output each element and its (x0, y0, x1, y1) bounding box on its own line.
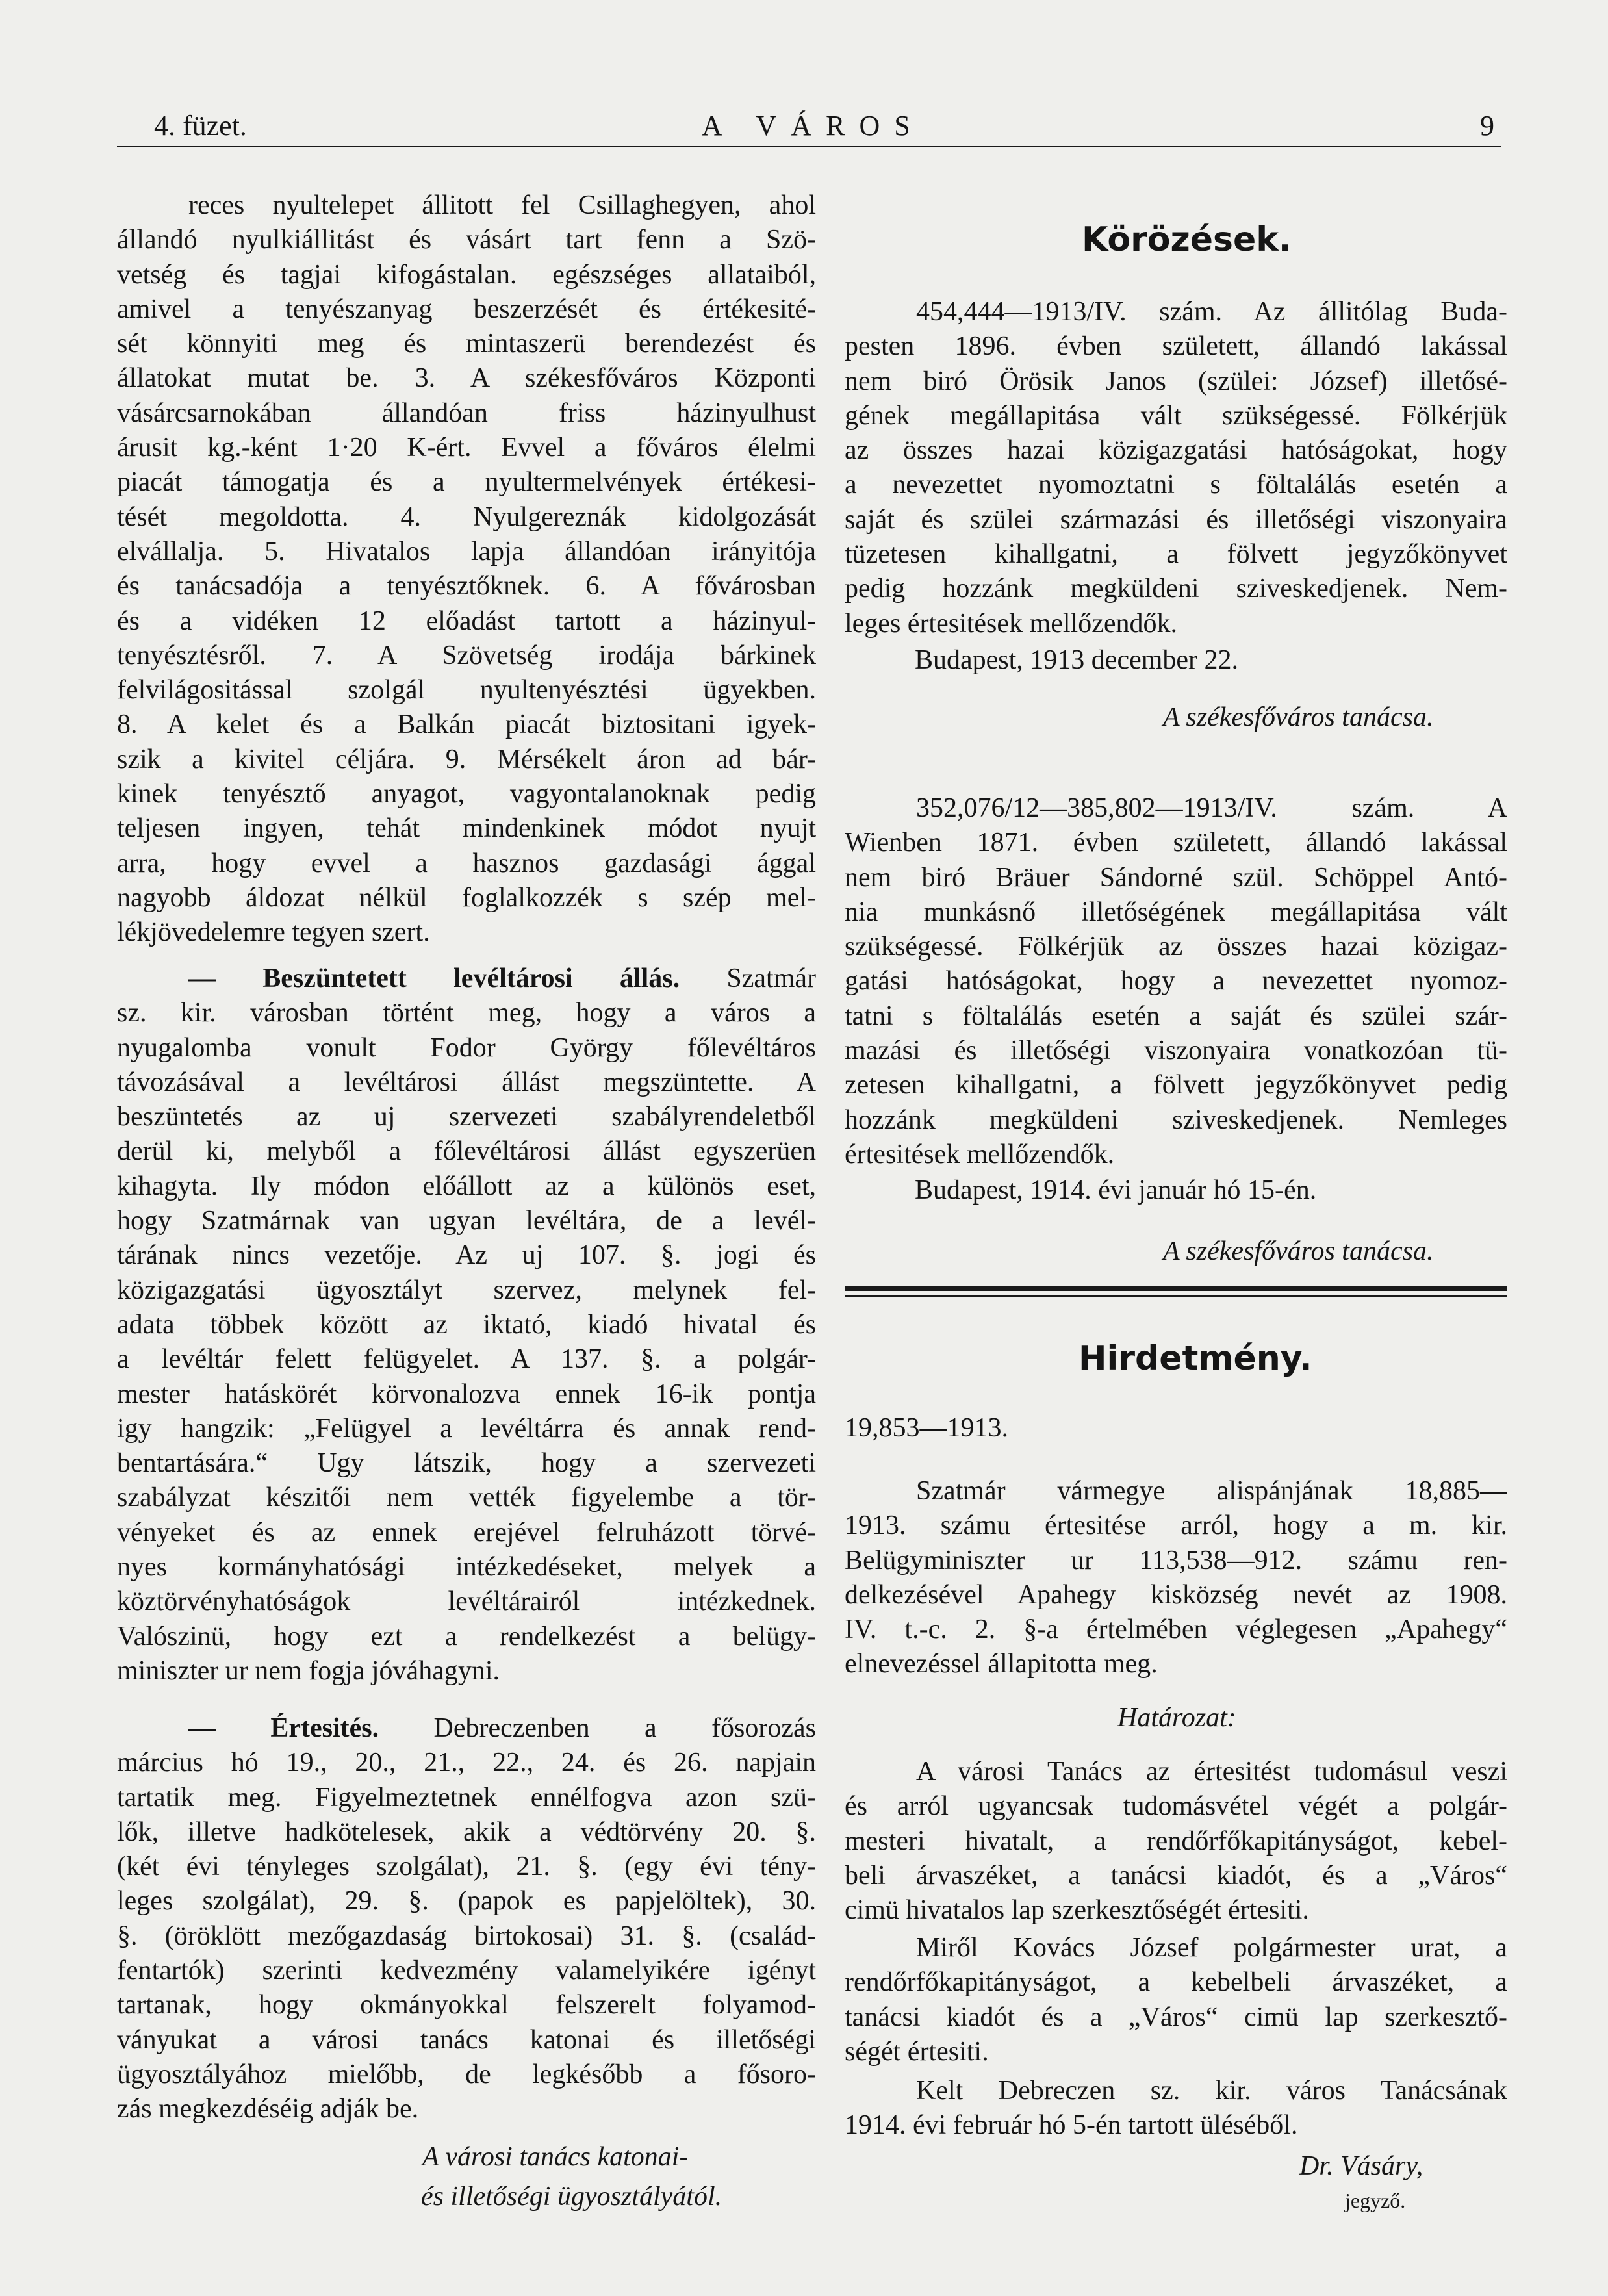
text-line: és tanácsadója a tenyésztőknek. 6. A fővárosban (117, 571, 816, 602)
text-line: beli árvaszéket, a tanácsi kiadót, és a „Város“ (845, 1860, 1507, 1891)
text-line: gének megállapitása vált szükségessé. Fölkérjük (845, 400, 1507, 431)
text-line: hogy Szatmárnak van ugyan levéltára, de a levél- (117, 1206, 816, 1236)
text-line: elvállalja. 5. Hivatalos lapja állandóan irányitója (117, 536, 816, 567)
text-line: 454,444—1913/IV. szám. Az állitólag Buda- (916, 297, 1507, 327)
page-number: 9 (1480, 110, 1494, 142)
text-line: és a vidéken 12 előadást tartott a házinyul- (117, 606, 816, 636)
text-line: reces nyultelepet állitott fel Csillaghegyen, ahol (188, 190, 816, 220)
text-line: sét könnyiti meg és mintaszerü berendezést és (117, 329, 816, 359)
wanted-notice (845, 791, 1507, 1172)
text-line: tüzetesen kihallgatni, a fölvett jegyzőkönyvet (845, 539, 1507, 570)
text-line: piacát támogatja és a nyultermelvények értékesi- (117, 467, 816, 498)
text-line: Belügyminiszter ur 113,538—912. számu ren- (845, 1545, 1507, 1575)
article-notice (117, 1711, 816, 2127)
text-line: cimü hivatalos lap szerkesztőségét értesiti. (845, 1895, 1309, 1926)
text-line: A városi Tanács az értesitést tudomásul veszi (916, 1757, 1507, 1787)
line-text: Debreczenben a fősorozás (379, 1713, 816, 1743)
text-line: tatni s föltalálás esetén a saját és szülei szár- (845, 1001, 1507, 1031)
text-line: ügyosztályához mielőbb, de legkésőbb a fősoro- (117, 2059, 816, 2089)
text-line: felvilágositással szolgál nyultenyésztési ügyekben. (117, 675, 816, 706)
text-line: beszüntetés az uj szervezeti szabályrendeletből (117, 1102, 816, 1132)
text-line: Kelt Debreczen sz. kir. város Tanácsának (916, 2076, 1507, 2106)
text-line: vetség és tagjai kifogástalan. egészséges allataiból, (117, 259, 816, 290)
text-line: árusit kg.-ként 1·20 K-ért. Evvel a főváros élelmi (117, 433, 816, 463)
announcement (845, 1474, 1507, 1682)
publication-title: A VÁROS (702, 110, 925, 142)
dateline: Budapest, 1914. évi január hó 15-én. (915, 1175, 1317, 1205)
text-line: ványukat a városi tanács katonai és illetőségi (117, 2024, 816, 2055)
text-line: lők, illetve hadkötelesek, akik a védtörvény 20. §. (117, 1817, 816, 1847)
text-line: mesteri hivatalt, a rendőrfőkapitányságot, kebel- (845, 1826, 1507, 1856)
text-line: nyes kormányhatósági intézkedéseket, melyek a (117, 1552, 816, 1583)
header-rule (117, 146, 1501, 147)
text-line: mazási és illetőségi viszonyaira vonatkozóan tü- (845, 1036, 1507, 1066)
text-line: vásárcsarnokában állandóan friss házinyulhust (117, 398, 816, 428)
text-line: delkezésével Apahegy kisközség nevét az 1908. (845, 1579, 1507, 1610)
signature-line: A városi tanács katonai- (422, 2142, 689, 2172)
text-line: zetesen kihallgatni, a fölvett jegyzőkönyvet pedig (845, 1070, 1507, 1101)
text-line: nagyobb áldozat nélkül foglalkozzék s szép mel- (117, 882, 816, 913)
text-line: sz. kir. városban történt meg, hogy a város a (117, 998, 816, 1028)
text-line: 8. A kelet és a Balkán piacát biztositani igyek- (117, 709, 816, 740)
text-line: Miről Kovács József polgármester urat, a (916, 1933, 1507, 1963)
resolution-text (845, 1755, 1507, 1928)
text-line: rendőrfőkapitányságot, a kebelbeli árvaszéket, a (845, 1967, 1507, 1998)
reference-number: 19,853—1913. (845, 1413, 1008, 1443)
text-line: leges szolgálat), 29. §. (papok es papjelöltek), 30. (117, 1886, 816, 1917)
text-line: igy hangzik: „Felügyel a levéltárra és annak rend- (117, 1413, 816, 1444)
text-line: IV. t.-c. 2. §-a értelmében véglegesen „Apahegy“ (845, 1614, 1507, 1645)
text-line (117, 962, 816, 996)
text-line: leges értesitések mellőzendők. (845, 608, 1177, 639)
text-line: (két évi tényleges szolgálat), 21. §. (egy évi tény- (117, 1852, 816, 1882)
text-line: Valószinü, hogy ezt a rendelkezést a belügy- (117, 1621, 816, 1652)
text-line: 1913. számu értesitése arról, hogy a m. kir. (845, 1511, 1507, 1541)
dateline: Budapest, 1913 december 22. (915, 645, 1239, 675)
text-line: teljesen ingyen, tehát mindenkinek módot nyujt (117, 813, 816, 844)
text-line: vényeket és az ennek erejével felruházott törvé- (117, 1517, 816, 1548)
text-line: nem biró Örösik Janos (szülei: József) illetősé- (845, 366, 1507, 396)
section-heading-korozesek: Körözések. (1082, 220, 1292, 259)
section-divider (845, 1286, 1507, 1291)
resolution-label: Határozat: (1117, 1703, 1236, 1733)
text-line: közigazgatási ügyosztályt szervez, melynek fel- (117, 1275, 816, 1305)
paragraph (117, 188, 816, 950)
text-line: tanácsi kiadót és a „Város“ cimü lap szerkesztő- (845, 2002, 1507, 2032)
text-line: a levéltár felett felügyelet. A 137. §. a polgár- (117, 1344, 816, 1375)
text-line: köztörvényhatóságok levéltárairól intézkednek. (117, 1587, 816, 1617)
text-line: és arról ugyancsak tudomásvétel végét a polgár- (845, 1791, 1507, 1822)
text-line: 1914. évi február hó 5-én tartott üléséből. (845, 2110, 1298, 2141)
section-divider (845, 1295, 1507, 1297)
signature: A székesfőváros tanácsa. (1163, 702, 1434, 732)
text-line: nyugalomba vonult Fodor György főlevéltáros (117, 1032, 816, 1063)
lead-in: — Beszüntetett levéltárosi állás. (188, 963, 680, 993)
line-text: Szatmár (680, 963, 816, 993)
text-line: tését megoldotta. 4. Nyulgereznák kidolgozását (117, 502, 816, 532)
text-line: távozásával a levéltárosi állást megszüntette. A (117, 1067, 816, 1097)
text-line: saját és szülei származási és illetőségi viszonyaira (845, 504, 1507, 535)
text-line: bentartására.“ Ugy látszik, hogy a szervezeti (117, 1448, 816, 1479)
text-line: március hó 19., 20., 21., 22., 24. és 26. napjain (117, 1748, 816, 1778)
issue-number: 4. füzet. (154, 110, 247, 142)
article-vacancy (117, 962, 816, 1689)
text-line: elnevezéssel állapitotta meg. (845, 1649, 1158, 1679)
text-line: gatási hatóságokat, hogy a nevezettet nyomoz- (845, 966, 1507, 997)
text-line: hozzánk megküldeni sziveskedjenek. Nemleges (845, 1104, 1507, 1135)
text-line: nem biró Bräuer Sándorné szül. Schöppel Antó- (845, 862, 1507, 893)
section-heading-hirdetmeny: Hirdetmény. (1078, 1339, 1312, 1378)
text-line: tartanak, hogy okmányokkal felszerelt folyamod- (117, 1990, 816, 2021)
text-line: az összes hazai közigazgatási hatóságokat, hogy (845, 435, 1507, 466)
signature-line: és illetőségi ügyosztályától. (421, 2182, 722, 2212)
text-line (117, 1711, 816, 1746)
text-line: szabályzat készitői nem vették figyelembe a tör- (117, 1483, 816, 1513)
text-line: zás megkezdéséig adják be. (117, 2094, 419, 2124)
text-line: tárának nincs vezetője. Az uj 107. §. jogi és (117, 1240, 816, 1271)
text-line: ségét értesiti. (845, 2036, 989, 2067)
text-line: kinek tenyésztő anyagot, vagyontalanoknak pedig (117, 779, 816, 810)
text-line: a nevezettet nyomoztatni s föltalálás esetén a (845, 470, 1507, 500)
text-line: fentartók) szerinti kedvezmény valamelyikére igényt (117, 1956, 816, 1986)
text-line: §. (öröklött mezőgazdaság birtokosai) 31. §. (család- (117, 1920, 816, 1951)
text-line: lékjövedelemre tegyen szert. (117, 917, 430, 948)
text-line: nia munkásnő illetőségének megállapitása vált (845, 897, 1507, 927)
text-line: Szatmár vármegye alispánjának 18,885— (916, 1476, 1507, 1506)
wanted-notice (845, 295, 1507, 641)
text-line: miniszter ur nem fogja jóváhagyni. (117, 1655, 500, 1686)
text-line: Wienben 1871. évben született, állandó lakással (845, 828, 1507, 858)
text-line: amivel a tenyészanyag beszerzését és értékesité- (117, 294, 816, 324)
text-line: mester hatáskörét körvonalozva ennek 16-ik pontja (117, 1379, 816, 1409)
text-line: tartatik meg. Figyelmeztetnek ennélfogva azon szü- (117, 1782, 816, 1813)
signer-title: jegyző. (1345, 2189, 1406, 2212)
text-line: állandó nyulkiállitást és vásárt tart fenn a Szö- (117, 225, 816, 255)
resolution-text (845, 2074, 1507, 2143)
signer-name: Dr. Vásáry, (1299, 2151, 1423, 2181)
text-line: adata többek között az iktató, kiadó hivatal és (117, 1309, 816, 1340)
resolution-text (845, 1931, 1507, 2069)
text-line: állatokat mutat be. 3. A székesfőváros Központi (117, 363, 816, 394)
text-line: értesitések mellőzendők. (845, 1139, 1115, 1169)
text-line: pedig hozzánk megküldeni sziveskedjenek. Nem- (845, 574, 1507, 604)
lead-in: — Értesités. (188, 1713, 379, 1743)
signature: A székesfőváros tanácsa. (1163, 1236, 1434, 1266)
text-line: 352,076/12—385,802—1913/IV. szám. A (916, 793, 1507, 823)
text-line: derül ki, melyből a főlevéltárosi állást egyszerüen (117, 1136, 816, 1167)
text-line: szükségessé. Fölkérjük az összes hazai közigaz- (845, 932, 1507, 962)
text-line: arra, hogy evvel a hasznos gazdasági ággal (117, 848, 816, 878)
text-line: pesten 1896. évben született, állandó lakással (845, 331, 1507, 362)
text-line: kihagyta. Ily módon előállott az a különös eset, (117, 1171, 816, 1201)
text-line: tenyésztésről. 7. A Szövetség irodája bárkinek (117, 640, 816, 670)
text-line: szik a kivitel céljára. 9. Mérsékelt áron ad bár- (117, 744, 816, 774)
